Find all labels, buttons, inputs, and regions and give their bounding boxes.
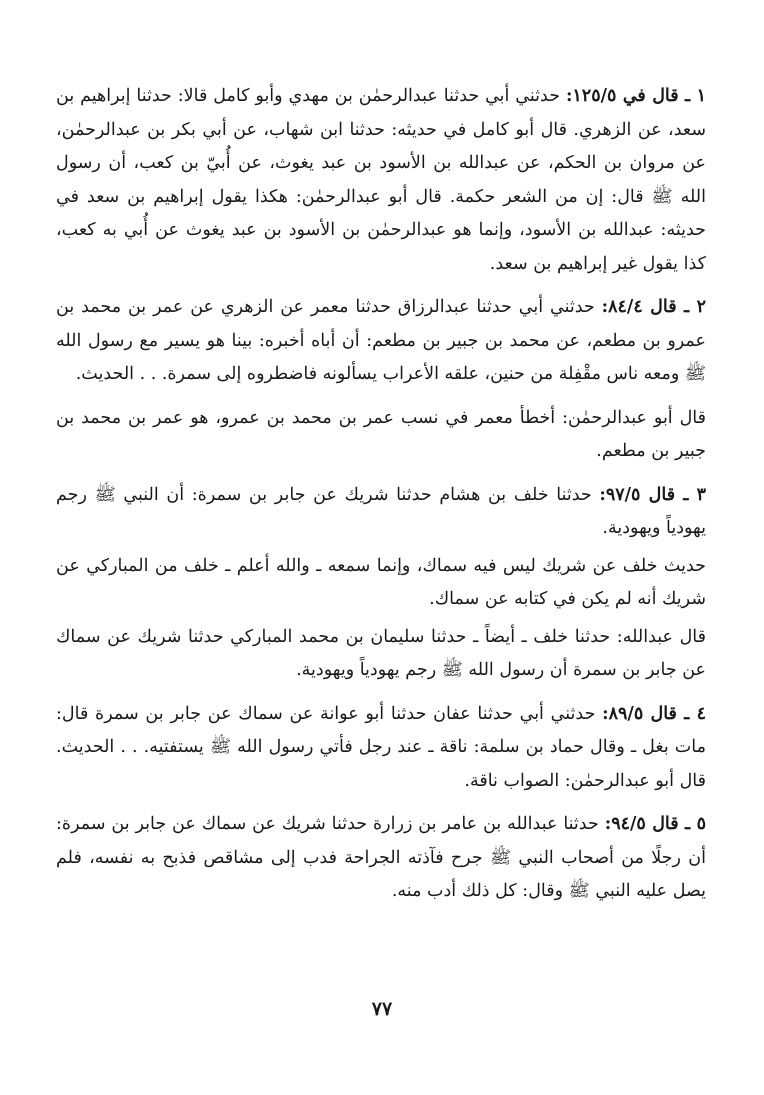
commentary-paragraph [56,621,706,688]
hadith-heading: ١ ـ قال في ١٢٥/٥: [565,86,706,106]
hadith-paragraph-4 [56,698,706,799]
commentary-paragraph [56,550,706,617]
hadith-text: حدثنا عبدالله بن عامر بن زرارة حدثنا شريك عن سماك عن جابر بن سمرة: أن رجلًا من أصحاب النبي ﷺ جرح فآذته الجراحة فدب إلى مشاقص فذبح به نفسه، فلم يصل عليه النبي ﷺ وقال: كل ذلك أدب منه. [56,814,706,901]
hadith-paragraph-5 [56,808,706,909]
commentary-text: قال أبو عبدالرحمٰن: أخطأ معمر في نسب عمر بن محمد بن عمرو، هو عمر بن محمد بن جبير بن مطعم. [56,407,706,461]
page-number: ٧٧ [371,998,393,1020]
hadith-text: حدثني أبي حدثنا عبدالرزاق حدثنا معمر عن الزهري عن عمر بن محمد بن عمرو بن مطعم، عن محمد بن جبير بن مطعم: أن أباه أخبره: بينا هو يسير مع رسول الله ﷺ ومعه ناس مقْفِلة من حنين، علقه الأعراب يسألونه فاضطروه إلى سمرة. . . الحديث. [56,297,706,384]
hadith-heading: ٤ ـ قال ٨٩/٥: [602,703,706,724]
hadith-paragraph-2 [56,291,706,392]
hadith-heading: ٢ ـ قال ٨٤/٤: [601,297,706,317]
commentary-paragraph [56,402,706,469]
hadith-heading: ٣ ـ قال ٩٧/٥: [599,484,706,505]
hadith-paragraph-1 [56,80,706,281]
hadith-paragraph-3 [56,479,706,546]
hadith-heading: ٥ ـ قال ٩٤/٥: [604,814,706,834]
hadith-text: حدثنا خلف بن هشام حدثنا شريك عن جابر بن سمرة: أن النبي ﷺ رجم يهودياً ويهودية. [56,484,706,538]
hadith-text: حدثني أبي حدثنا عبدالرحمٰن بن مهدي وأبو كامل قالا: حدثنا إبراهيم بن سعد، عن الزهري. قال أبو كامل في حديثه: حدثنا ابن شهاب، عن أبي بكر بن عبدالرحمٰن، عن مروان بن الحكم، عن عبدالله بن الأسود بن عبد يغوث، عن أُبيّ بن كعب، أن رسول الله ﷺ قال: إن من الشعر حكمة. قال أبو عبدالرحمٰن: هكذا يقول إبراهيم بن سعد في حديثه: عبدالله بن الأسود، وإنما هو عبدالرحمٰن بن الأسود بن عبد يغوث عن أُبي به كعب، كذا يقول غير إبراهيم بن سعد. [56,86,706,274]
hadith-text: حدثني أبي حدثنا عفان حدثنا أبو عوانة عن سماك عن جابر بن سمرة قال: مات بغل ـ وقال حماد بن سلمة: ناقة ـ عند رجل فأتي رسول الله ﷺ يستفتيه. . . الحديث. قال أبو عبدالرحمٰن: الصواب ناقة. [56,703,706,791]
page-body [56,80,706,909]
commentary-text: قال عبدالله: حدثنا خلف ـ أيضاً ـ حدثنا سليمان بن محمد المباركي حدثنا شريك عن سماك عن جابر بن سمرة أن رسول الله ﷺ رجم يهودياً ويهودية. [56,626,706,680]
commentary-text: حديث خلف عن شريك ليس فيه سماك، وإنما سمعه ـ والله أعلم ـ خلف من المباركي عن شريك أنه لم يكن في كتابه عن سماك. [56,555,706,609]
